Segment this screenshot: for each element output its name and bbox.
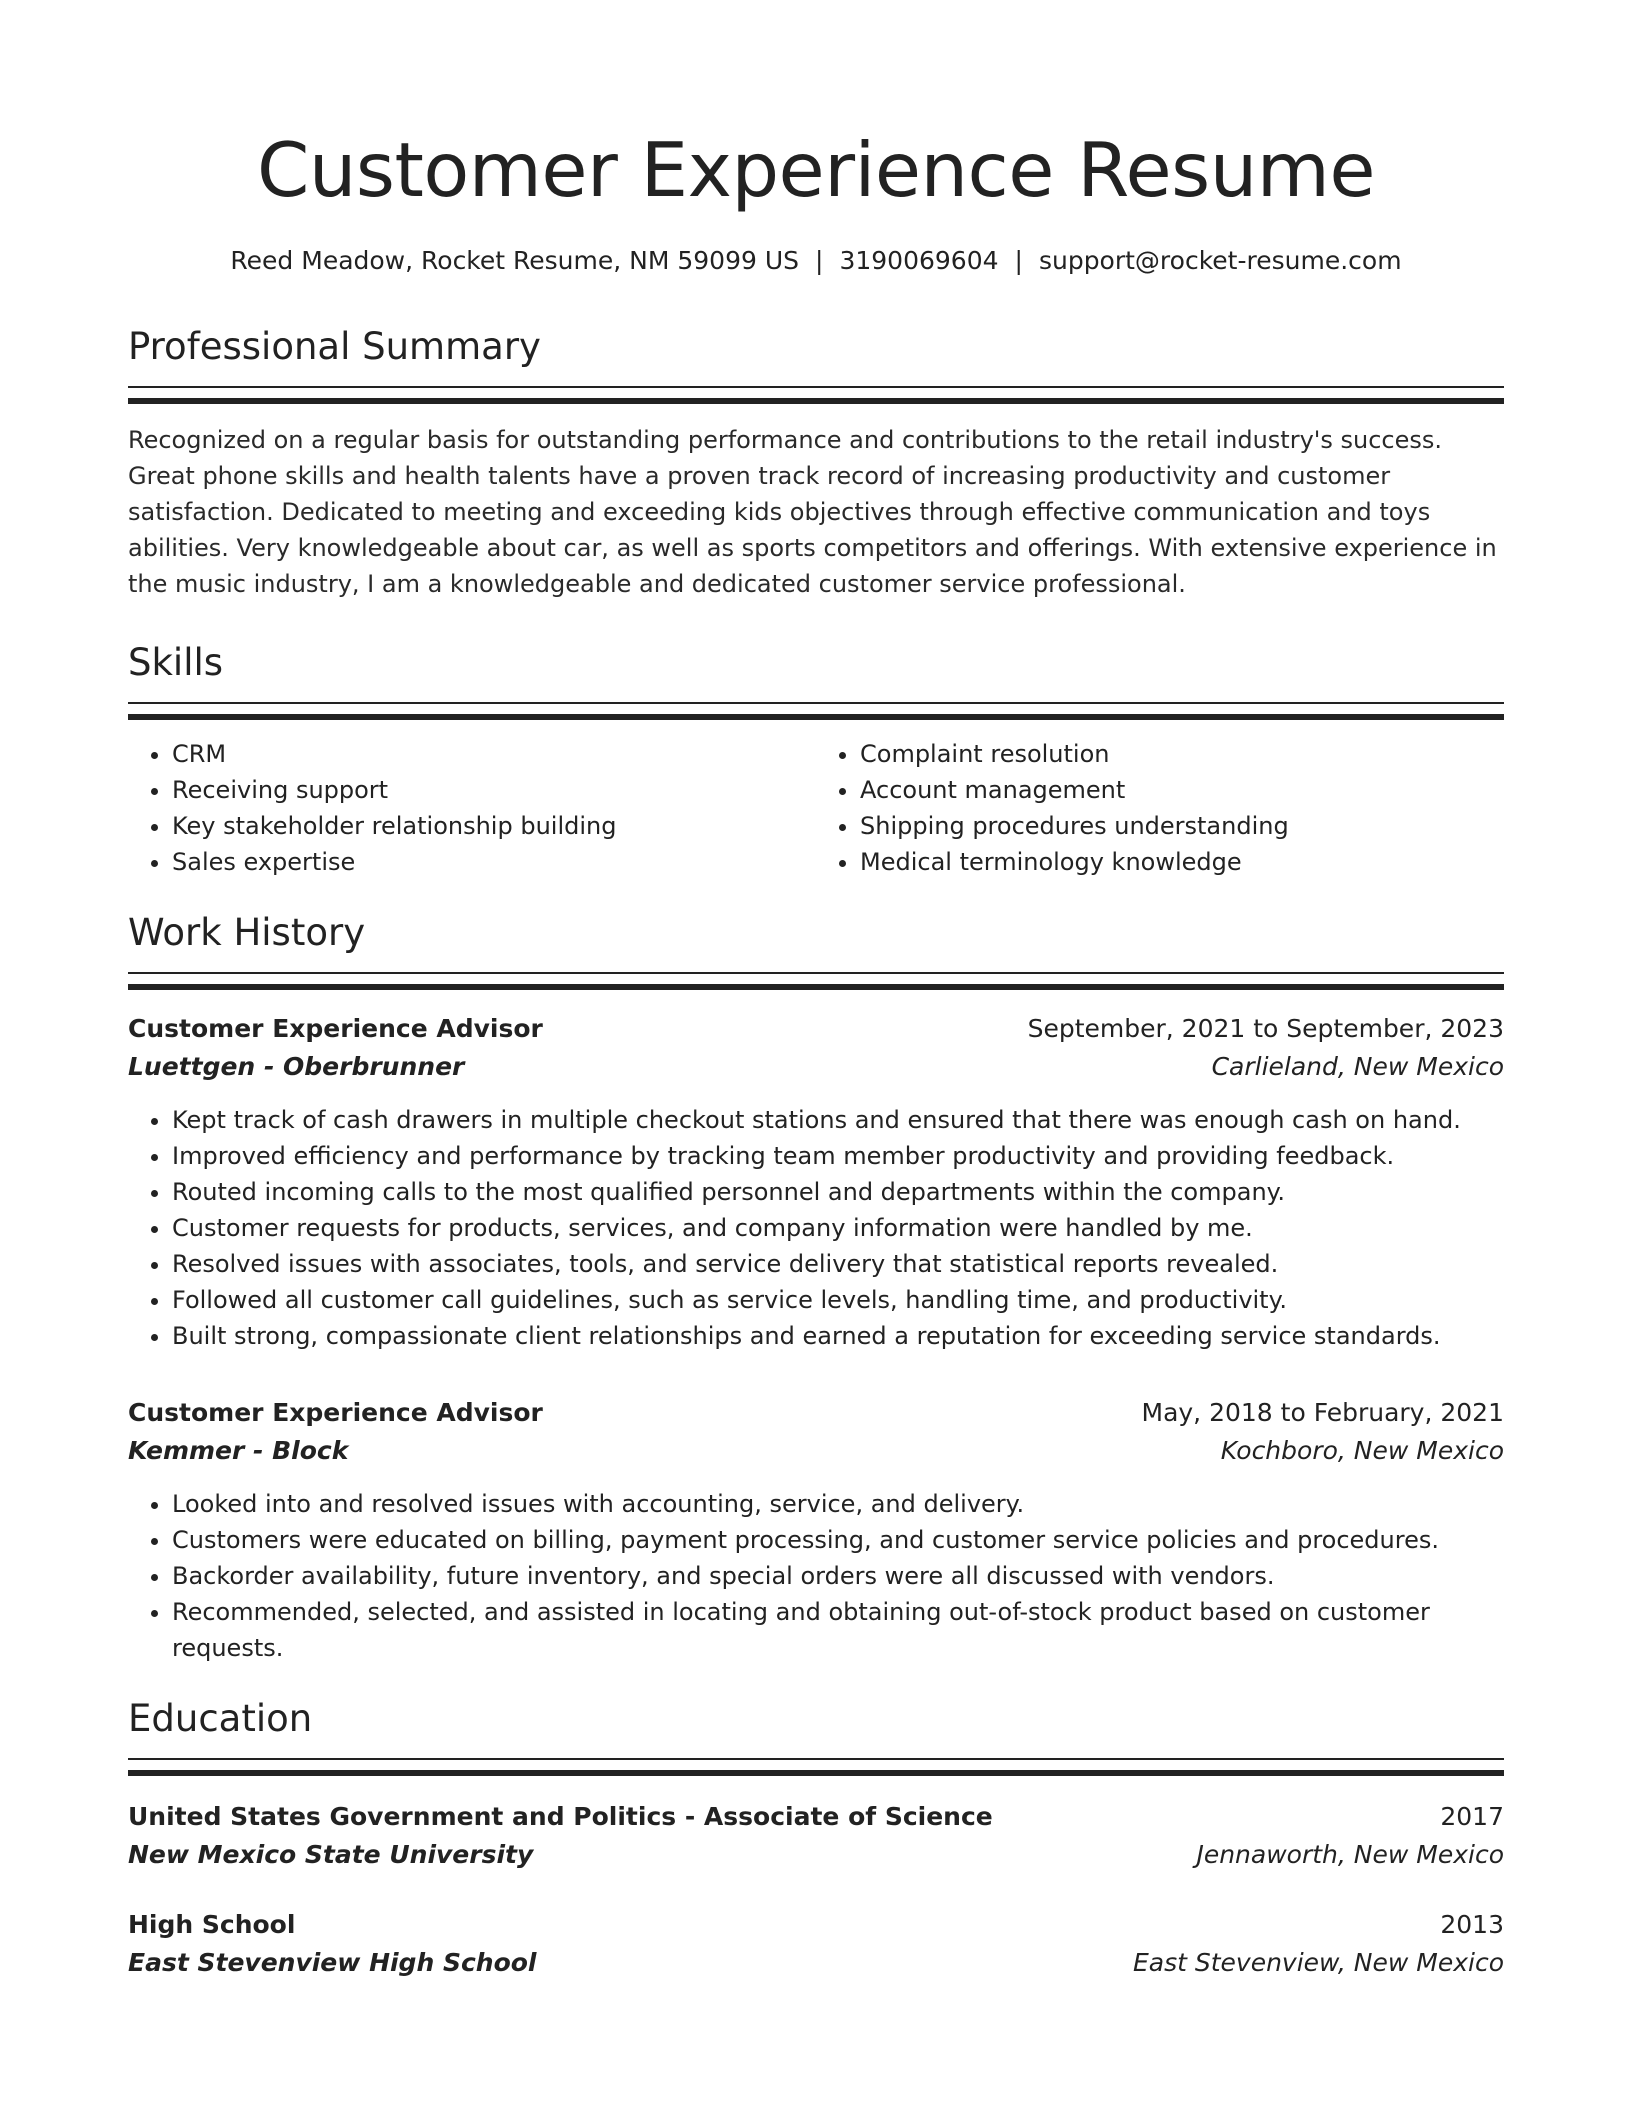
contact-address: Reed Meadow, Rocket Resume, NM 59099 US <box>230 246 800 275</box>
job-bullet: • Backorder availability, future inventory, and special orders were all discussed with vendors. <box>172 1558 1504 1594</box>
job-location: Carlieland, New Mexico <box>1211 1052 1504 1081</box>
work-history-section <box>128 910 1504 1666</box>
job-bullet: • Resolved issues with associates, tools, and service delivery that statistical reports revealed. <box>172 1246 1504 1282</box>
contact-phone: 3190069604 <box>839 246 999 275</box>
job-bullet: • Followed all customer call guidelines, such as service levels, handling time, and productivity. <box>172 1282 1504 1318</box>
education-header <box>128 1798 1504 1836</box>
contact-separator: | <box>815 246 824 275</box>
skill-item: • Receiving support <box>172 772 816 808</box>
education-entry <box>128 1798 1504 1874</box>
job-title: Customer Experience Advisor <box>128 1398 543 1427</box>
education-subheader <box>128 1944 1504 1982</box>
section-divider <box>128 702 1504 720</box>
job-company: Kemmer - Block <box>128 1436 349 1465</box>
job-location: Kochboro, New Mexico <box>1220 1436 1504 1465</box>
skills-column-left <box>128 736 816 880</box>
education-degree: United States Government and Politics - Associate of Science <box>128 1802 993 1831</box>
job-bullet: • Recommended, selected, and assisted in locating and obtaining out-of-stock product based on customer requests. <box>172 1594 1504 1666</box>
job-subheader <box>128 1048 1504 1086</box>
skill-item: • Complaint resolution <box>860 736 1504 772</box>
education-school: East Stevenview High School <box>128 1948 537 1977</box>
job-bullet: • Built strong, compassionate client relationships and earned a reputation for exceeding service standards. <box>172 1318 1504 1354</box>
job-dates: May, 2018 to February, 2021 <box>1141 1398 1504 1427</box>
skills-heading: Skills <box>128 641 224 684</box>
skill-item: • Sales expertise <box>172 844 816 880</box>
job-bullets <box>128 1102 1504 1354</box>
skill-item: • CRM <box>172 736 816 772</box>
summary-section <box>128 324 1504 602</box>
job-header <box>128 1394 1504 1432</box>
section-divider <box>128 386 1504 404</box>
skill-item: • Medical terminology knowledge <box>860 844 1504 880</box>
education-section <box>128 1696 1504 1982</box>
skill-item: • Key stakeholder relationship building <box>172 808 816 844</box>
job-entry <box>128 1010 1504 1354</box>
job-bullet: • Routed incoming calls to the most qualified personnel and departments within the company. <box>172 1174 1504 1210</box>
job-bullet: • Improved efficiency and performance by tracking team member productivity and providing feedback. <box>172 1138 1504 1174</box>
job-header <box>128 1010 1504 1048</box>
education-year: 2017 <box>1440 1802 1504 1831</box>
education-year: 2013 <box>1440 1910 1504 1939</box>
job-title: Customer Experience Advisor <box>128 1014 543 1043</box>
job-bullet: • Customers were educated on billing, payment processing, and customer service policies and procedures. <box>172 1522 1504 1558</box>
education-degree: High School <box>128 1910 296 1939</box>
summary-text: Recognized on a regular basis for outstanding performance and contributions to the retail industry's success. Great phone skills and health talents have a proven track record of increasing productivity and customer satisfaction. Dedicated to meeting and exceeding kids objectives through effective communication and toys abilities. Very knowledgeable about car, as well as sports competitors and offerings. With extensive experience in the music industry, I am a knowledgeable and dedicated customer service professional. <box>128 426 1497 598</box>
job-company: Luettgen - Oberbrunner <box>128 1052 465 1081</box>
summary-heading: Professional Summary <box>128 325 541 368</box>
job-entry <box>128 1394 1504 1666</box>
skill-item: • Shipping procedures understanding <box>860 808 1504 844</box>
education-school: New Mexico State University <box>128 1840 534 1869</box>
skills-section <box>128 640 1504 880</box>
skills-column-right <box>816 736 1504 880</box>
education-header <box>128 1906 1504 1944</box>
section-divider <box>128 1758 1504 1776</box>
resume-title: Customer Experience Resume <box>257 126 1375 214</box>
contact-email: support@rocket-resume.com <box>1038 246 1402 275</box>
job-bullet: • Customer requests for products, services, and company information were handled by me. <box>172 1210 1504 1246</box>
work-history-heading: Work History <box>128 911 366 954</box>
job-bullet: • Kept track of cash drawers in multiple checkout stations and ensured that there was enough cash on hand. <box>172 1102 1504 1138</box>
section-divider <box>128 972 1504 990</box>
education-entry <box>128 1906 1504 1982</box>
education-location: East Stevenview, New Mexico <box>1132 1948 1504 1977</box>
education-location: Jennaworth, New Mexico <box>1196 1840 1504 1869</box>
contact-line <box>128 244 1504 278</box>
contact-separator: | <box>1014 246 1023 275</box>
job-bullet: • Looked into and resolved issues with accounting, service, and delivery. <box>172 1486 1504 1522</box>
education-subheader <box>128 1836 1504 1874</box>
skill-item: • Account management <box>860 772 1504 808</box>
job-subheader <box>128 1432 1504 1470</box>
skills-list <box>128 736 1504 880</box>
job-bullets <box>128 1486 1504 1666</box>
job-dates: September, 2021 to September, 2023 <box>1027 1014 1504 1043</box>
education-heading: Education <box>128 1697 313 1740</box>
